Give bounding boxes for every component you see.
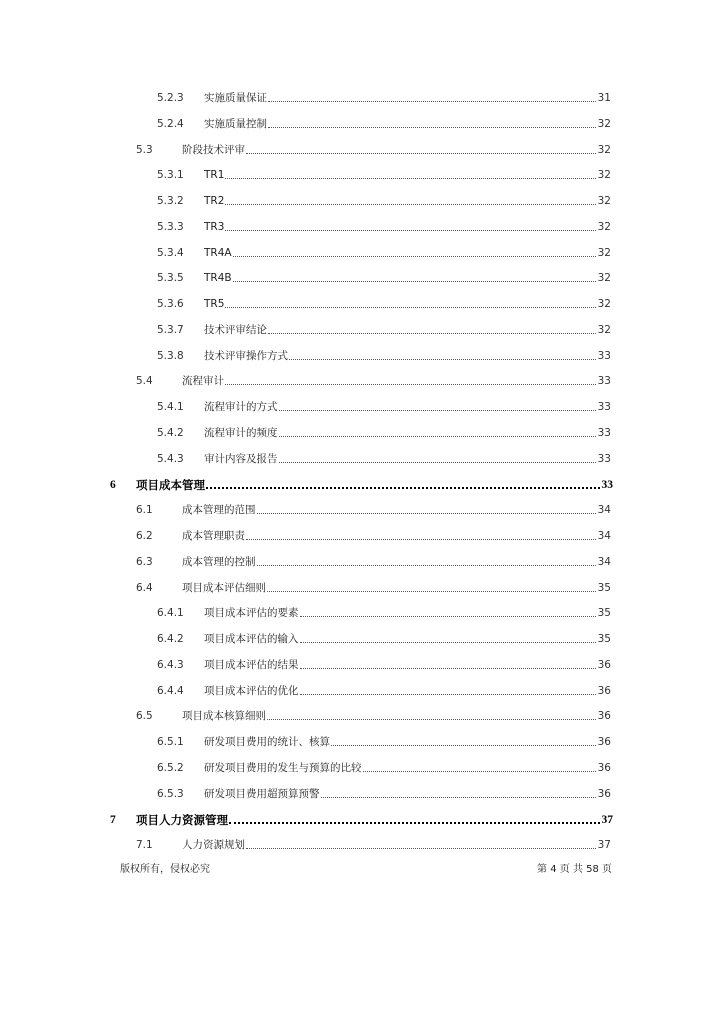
toc-entry-line <box>204 349 611 363</box>
dot-leader <box>289 359 596 360</box>
toc-entry-number: 5.3.7 <box>157 323 184 336</box>
toc-entry-title: 研发项目费用的统计、核算 <box>204 736 330 749</box>
toc-entry[interactable] <box>0 141 724 159</box>
toc-entry-title: 研发项目费用的发生与预算的比较 <box>204 762 362 775</box>
toc-entry-number: 6.5 <box>136 710 153 723</box>
toc-entry-number: 6.2 <box>136 530 153 543</box>
toc-entry-number: 5.3.6 <box>157 298 184 311</box>
toc-entry-title: 人力资源规划 <box>182 839 245 852</box>
toc-entry-line <box>204 168 611 182</box>
toc-entry-line <box>204 323 611 337</box>
toc-entry-page: 32 <box>597 117 611 130</box>
toc-entry-line <box>136 478 613 492</box>
toc-entry-title: 实施质量控制 <box>204 117 267 130</box>
dot-leader <box>363 771 596 772</box>
dot-leader <box>225 204 595 205</box>
toc-entry-line <box>182 838 611 852</box>
toc-entry-page: 35 <box>597 581 611 594</box>
toc-entry-page: 34 <box>597 555 611 568</box>
toc-entry-line <box>204 761 611 775</box>
toc-entry-title: 成本管理职责 <box>182 530 245 543</box>
toc-entry-page: 35 <box>597 607 611 620</box>
toc-entry-number: 6.5.3 <box>157 787 184 800</box>
toc-entry-line <box>204 271 611 285</box>
toc-entry-number: 5.3.1 <box>157 169 184 182</box>
toc-entry-line <box>204 735 611 749</box>
toc-entry[interactable] <box>0 604 724 622</box>
toc-entry-title: TR2 <box>204 195 225 208</box>
dot-leader <box>233 281 596 282</box>
toc-entry-title: 流程审计的频度 <box>204 427 278 439</box>
toc-entry-number: 7 <box>110 813 116 826</box>
toc-entry-page: 36 <box>597 736 611 749</box>
toc-entry-number: 6.5.1 <box>157 736 184 749</box>
toc-entry-title: TR3 <box>204 220 225 233</box>
toc-entry[interactable] <box>0 656 724 674</box>
toc-entry[interactable] <box>0 733 724 751</box>
dot-leader <box>279 410 596 411</box>
dot-leader <box>257 565 596 566</box>
toc-entry-line <box>204 426 611 440</box>
toc-entry-title: 成本管理的控制 <box>182 555 256 568</box>
toc-entry[interactable] <box>0 166 724 184</box>
toc-entry-number: 5.3.5 <box>157 272 184 285</box>
toc-entry-number: 5.3.3 <box>157 220 184 233</box>
toc-entry-title: 成本管理的范围 <box>182 504 256 517</box>
toc-entry-page: 34 <box>597 530 611 543</box>
toc-entry[interactable] <box>0 501 724 519</box>
toc-entry-number: 5.4.2 <box>157 427 184 439</box>
toc-entry-line <box>204 117 611 131</box>
dot-leader <box>246 539 596 540</box>
toc-entry-line <box>204 787 611 801</box>
toc-entry-line <box>182 503 611 517</box>
dot-leader <box>267 719 596 720</box>
toc-entry[interactable] <box>0 811 724 829</box>
dot-leader <box>246 153 596 154</box>
toc-entry-page: 33 <box>597 427 611 439</box>
dot-leader <box>225 178 595 179</box>
dot-leader <box>268 101 596 102</box>
toc-entry-page: 36 <box>597 684 611 697</box>
toc-entry-page: 36 <box>597 710 611 723</box>
toc-entry-page: 32 <box>597 169 611 182</box>
toc-entry-page: 33 <box>597 452 611 465</box>
toc-entry[interactable] <box>0 372 724 390</box>
dot-leader <box>279 436 596 437</box>
dot-leader <box>300 694 596 695</box>
toc-entry-title: 项目成本管理 <box>136 477 205 492</box>
toc-entry-title: 项目成本核算细则 <box>182 710 266 723</box>
toc-entry-line <box>182 581 611 595</box>
dot-leader <box>300 668 596 669</box>
dot-leader <box>300 642 596 643</box>
toc-entry-page: 36 <box>597 762 611 775</box>
toc-entry[interactable] <box>0 295 724 313</box>
toc-entry-title: 项目成本评估的优化 <box>204 684 299 697</box>
toc-entry[interactable] <box>0 682 724 700</box>
toc-entry-page: 32 <box>597 220 611 233</box>
toc-entry[interactable] <box>0 398 724 416</box>
toc-entry-title: 阶段技术评审 <box>182 143 245 156</box>
toc-entry-title: 项目成本评估的要素 <box>204 607 299 620</box>
toc-entry-line <box>182 529 611 543</box>
toc-entry-line <box>204 684 611 698</box>
toc-entry-number: 5.4.3 <box>157 452 184 465</box>
toc-entry-line <box>182 709 611 723</box>
toc-entry[interactable] <box>0 476 724 494</box>
dot-leader <box>229 822 600 824</box>
dot-leader <box>268 333 596 334</box>
toc-entry-number: 5.3.4 <box>157 246 184 259</box>
toc-entry-page: 33 <box>597 349 611 362</box>
dot-leader <box>279 462 596 463</box>
dot-leader <box>267 591 596 592</box>
toc-entry-line <box>182 374 611 388</box>
toc-entry-number: 6.5.2 <box>157 762 184 775</box>
toc-entry-line <box>204 606 611 620</box>
toc-entry-page: 32 <box>597 323 611 336</box>
toc-entry-title: 项目人力资源管理 <box>136 812 228 827</box>
toc-entry-line <box>204 246 611 260</box>
toc-entry-page: 31 <box>597 92 611 104</box>
toc-entry-title: TR5 <box>204 298 225 311</box>
toc-entry-number: 6.4.4 <box>157 684 184 697</box>
toc-entry-title: 技术评审操作方式 <box>204 349 288 362</box>
toc-entry-title: 研发项目费用超预算预警 <box>204 787 320 800</box>
dot-leader <box>206 487 600 489</box>
toc-entry-title: 项目成本评估的结果 <box>204 658 299 671</box>
toc-entry-page: 34 <box>597 504 611 517</box>
toc-entry[interactable] <box>0 424 724 442</box>
toc-entry-line <box>204 220 611 234</box>
toc-entry-number: 6.3 <box>136 555 153 568</box>
toc-entry-page: 32 <box>597 143 611 156</box>
page-footer <box>0 862 724 878</box>
dot-leader <box>300 616 596 617</box>
toc-entry-number: 6.1 <box>136 504 153 517</box>
toc-entry[interactable] <box>0 321 724 339</box>
toc-entry-title: 项目成本评估的输入 <box>204 633 299 646</box>
toc-entry-title: 技术评审结论 <box>204 323 267 336</box>
toc-entry-number: 5.3.2 <box>157 195 184 208</box>
toc-entry-number: 5.3 <box>136 143 153 156</box>
toc-entry-number: 7.1 <box>136 839 153 852</box>
toc-entry[interactable] <box>0 269 724 287</box>
toc-entry-line <box>136 813 613 827</box>
toc-entry-page: 32 <box>597 298 611 311</box>
dot-leader <box>225 307 595 308</box>
toc-entry-title: 审计内容及报告 <box>204 452 278 465</box>
toc-entry[interactable] <box>0 785 724 803</box>
toc-entry[interactable] <box>0 347 724 365</box>
toc-entry-line <box>204 400 611 414</box>
toc-entry-page: 37 <box>601 813 613 826</box>
toc-entry-line <box>204 194 611 208</box>
toc-entry-page: 33 <box>597 375 611 388</box>
toc-entry-page: 32 <box>597 272 611 285</box>
toc-entry-number: 6.4.3 <box>157 658 184 671</box>
toc-entry-page: 33 <box>601 478 613 491</box>
toc-entry-number: 6 <box>110 478 116 491</box>
toc-entry-line <box>182 143 611 157</box>
dot-leader <box>268 127 596 128</box>
toc-entry-page: 37 <box>597 839 611 852</box>
toc-entry[interactable] <box>0 218 724 236</box>
toc-entry-number: 5.4.1 <box>157 401 184 414</box>
toc-entry[interactable] <box>0 192 724 210</box>
toc-entry-line <box>204 658 611 672</box>
toc-entry-line <box>182 555 611 569</box>
toc-entry-title: 流程审计 <box>182 375 224 388</box>
toc-entry-number: 5.2.4 <box>157 117 184 130</box>
toc-entry[interactable] <box>0 244 724 262</box>
toc-entry-page: 32 <box>597 246 611 259</box>
toc-entry-page: 35 <box>597 633 611 646</box>
toc-entry-number: 6.4 <box>136 581 153 594</box>
toc-entry-page: 33 <box>597 401 611 414</box>
copyright-notice: 版权所有，侵权必究 <box>120 864 210 875</box>
toc-entry-page: 36 <box>597 787 611 800</box>
toc-entry[interactable] <box>0 115 724 133</box>
dot-leader <box>331 745 596 746</box>
toc-entry[interactable] <box>0 450 724 468</box>
dot-leader <box>246 848 596 849</box>
toc-entry[interactable] <box>0 527 724 545</box>
toc-entry-title: 项目成本评估细则 <box>182 581 266 594</box>
toc-entry[interactable] <box>0 630 724 648</box>
toc-entry[interactable] <box>0 553 724 571</box>
toc-entry-page: 32 <box>597 195 611 208</box>
toc-entry-number: 5.2.3 <box>157 92 184 104</box>
toc-entry-page: 36 <box>597 658 611 671</box>
toc-entry[interactable] <box>0 579 724 597</box>
toc-entry-number: 6.4.1 <box>157 607 184 620</box>
page-number-info: 第 4 页 共 58 页 <box>537 864 612 875</box>
dot-leader <box>225 230 595 231</box>
toc-entry-number: 5.3.8 <box>157 349 184 362</box>
dot-leader <box>257 513 596 514</box>
dot-leader <box>225 384 596 385</box>
toc-entry-line <box>204 452 611 466</box>
toc-entry-line <box>204 91 611 105</box>
toc-entry-number: 6.4.2 <box>157 633 184 646</box>
dot-leader <box>233 256 596 257</box>
toc-entry[interactable] <box>0 89 724 107</box>
toc-entry-number: 5.4 <box>136 375 153 388</box>
toc-entry-title: TR1 <box>204 169 225 182</box>
toc-entry-title: 流程审计的方式 <box>204 401 278 414</box>
toc-entry[interactable] <box>0 707 724 725</box>
toc-entry-title: TR4A <box>204 246 232 259</box>
toc-entry[interactable] <box>0 836 724 854</box>
toc-entry-title: TR4B <box>204 272 232 285</box>
toc-entry-line <box>204 297 611 311</box>
toc-entry-title: 实施质量保证 <box>204 92 267 104</box>
toc-entry[interactable] <box>0 759 724 777</box>
toc-entry-line <box>204 632 611 646</box>
dot-leader <box>321 797 596 798</box>
